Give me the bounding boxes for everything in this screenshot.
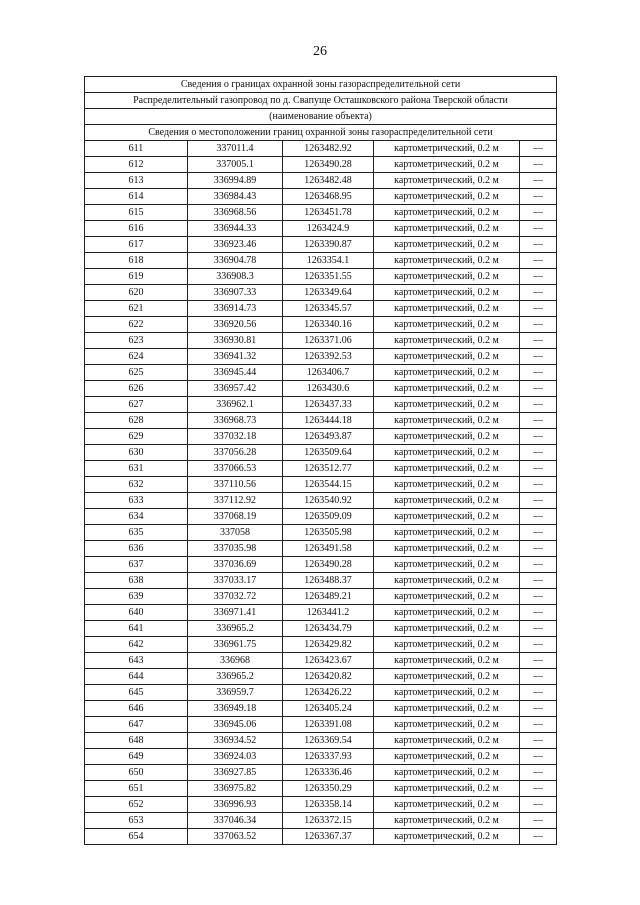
coord-x: 336957.42 (188, 381, 283, 397)
table-row (85, 269, 557, 285)
coord-x: 336962.1 (188, 397, 283, 413)
accuracy-note: — (520, 781, 557, 797)
coord-x: 336984.43 (188, 189, 283, 205)
coord-y: 1263429.82 (283, 637, 374, 653)
table-row (85, 349, 557, 365)
point-number: 617 (85, 237, 188, 253)
coord-x: 336965.2 (188, 621, 283, 637)
coord-y: 1263489.21 (283, 589, 374, 605)
coord-y: 1263426.22 (283, 685, 374, 701)
coord-x: 336959.7 (188, 685, 283, 701)
table-row (85, 301, 557, 317)
coord-x: 337011.4 (188, 141, 283, 157)
point-number: 648 (85, 733, 188, 749)
table-row (85, 525, 557, 541)
table-row (85, 189, 557, 205)
method: картометрический, 0.2 м (374, 333, 520, 349)
method: картометрический, 0.2 м (374, 557, 520, 573)
coord-x: 337063.52 (188, 829, 283, 845)
coordinates-table (84, 76, 557, 845)
point-number: 611 (85, 141, 188, 157)
point-number: 615 (85, 205, 188, 221)
coord-y: 1263350.29 (283, 781, 374, 797)
point-number: 619 (85, 269, 188, 285)
coord-y: 1263371.06 (283, 333, 374, 349)
coord-y: 1263441.2 (283, 605, 374, 621)
page-number: 26 (313, 44, 327, 59)
table-row (85, 317, 557, 333)
accuracy-note: — (520, 589, 557, 605)
table-row (85, 813, 557, 829)
point-number: 621 (85, 301, 188, 317)
coord-y: 1263451.78 (283, 205, 374, 221)
accuracy-note: — (520, 301, 557, 317)
point-number: 632 (85, 477, 188, 493)
method: картометрический, 0.2 м (374, 237, 520, 253)
point-number: 644 (85, 669, 188, 685)
coord-y: 1263337.93 (283, 749, 374, 765)
coord-y: 1263490.28 (283, 557, 374, 573)
method: картометрический, 0.2 м (374, 525, 520, 541)
coord-y: 1263434.79 (283, 621, 374, 637)
coord-x: 337032.72 (188, 589, 283, 605)
coord-y: 1263423.67 (283, 653, 374, 669)
table-row (85, 477, 557, 493)
method: картометрический, 0.2 м (374, 285, 520, 301)
point-number: 630 (85, 445, 188, 461)
point-number: 627 (85, 397, 188, 413)
coord-x: 336920.56 (188, 317, 283, 333)
table-row (85, 541, 557, 557)
coord-y: 1263367.37 (283, 829, 374, 845)
accuracy-note: — (520, 525, 557, 541)
coord-x: 336994.89 (188, 173, 283, 189)
table-title: Сведения о границах охранной зоны газораспределительной сети (85, 77, 557, 93)
coord-y: 1263420.82 (283, 669, 374, 685)
coord-y: 1263509.09 (283, 509, 374, 525)
accuracy-note: — (520, 461, 557, 477)
point-number: 612 (85, 157, 188, 173)
accuracy-note: — (520, 205, 557, 221)
table-row (85, 445, 557, 461)
table-row (85, 557, 557, 573)
point-number: 654 (85, 829, 188, 845)
table-row (85, 397, 557, 413)
point-number: 636 (85, 541, 188, 557)
coord-x: 336904.78 (188, 253, 283, 269)
method: картометрический, 0.2 м (374, 653, 520, 669)
coord-x: 337033.17 (188, 573, 283, 589)
method: картометрический, 0.2 м (374, 189, 520, 205)
accuracy-note: — (520, 333, 557, 349)
accuracy-note: — (520, 285, 557, 301)
method: картометрический, 0.2 м (374, 221, 520, 237)
coord-y: 1263424.9 (283, 221, 374, 237)
coord-x: 336923.46 (188, 237, 283, 253)
table-row (85, 253, 557, 269)
accuracy-note: — (520, 701, 557, 717)
point-number: 647 (85, 717, 188, 733)
point-number: 618 (85, 253, 188, 269)
coord-y: 1263505.98 (283, 525, 374, 541)
coord-y: 1263345.57 (283, 301, 374, 317)
table-row (85, 237, 557, 253)
coord-x: 336961.75 (188, 637, 283, 653)
table-row (85, 797, 557, 813)
accuracy-note: — (520, 509, 557, 525)
point-number: 616 (85, 221, 188, 237)
method: картометрический, 0.2 м (374, 205, 520, 221)
point-number: 652 (85, 797, 188, 813)
coord-x: 337046.34 (188, 813, 283, 829)
coord-y: 1263369.54 (283, 733, 374, 749)
accuracy-note: — (520, 653, 557, 669)
point-number: 641 (85, 621, 188, 637)
coord-x: 336996.93 (188, 797, 283, 813)
coord-y: 1263392.53 (283, 349, 374, 365)
table-row (85, 749, 557, 765)
method: картометрический, 0.2 м (374, 669, 520, 685)
table-row (85, 205, 557, 221)
method: картометрический, 0.2 м (374, 605, 520, 621)
accuracy-note: — (520, 621, 557, 637)
table-row (85, 493, 557, 509)
coord-x: 336927.85 (188, 765, 283, 781)
accuracy-note: — (520, 397, 557, 413)
table-row (85, 637, 557, 653)
point-number: 642 (85, 637, 188, 653)
coord-x: 336975.82 (188, 781, 283, 797)
method: картометрический, 0.2 м (374, 589, 520, 605)
method: картометрический, 0.2 м (374, 157, 520, 173)
method: картометрический, 0.2 м (374, 781, 520, 797)
point-number: 649 (85, 749, 188, 765)
coord-x: 337032.18 (188, 429, 283, 445)
table-row (85, 141, 557, 157)
point-number: 651 (85, 781, 188, 797)
table-row (85, 461, 557, 477)
method: картометрический, 0.2 м (374, 765, 520, 781)
accuracy-note: — (520, 253, 557, 269)
table-row (85, 365, 557, 381)
method: картометрический, 0.2 м (374, 349, 520, 365)
accuracy-note: — (520, 813, 557, 829)
coord-y: 1263354.1 (283, 253, 374, 269)
coord-y: 1263358.14 (283, 797, 374, 813)
point-number: 638 (85, 573, 188, 589)
coord-y: 1263336.46 (283, 765, 374, 781)
coord-x: 336971.41 (188, 605, 283, 621)
accuracy-note: — (520, 685, 557, 701)
point-number: 640 (85, 605, 188, 621)
coord-y: 1263482.92 (283, 141, 374, 157)
table-row (85, 717, 557, 733)
point-number: 626 (85, 381, 188, 397)
coord-x: 336949.18 (188, 701, 283, 717)
table-row (85, 621, 557, 637)
method: картометрический, 0.2 м (374, 493, 520, 509)
point-number: 650 (85, 765, 188, 781)
method: картометрический, 0.2 м (374, 397, 520, 413)
method: картометрический, 0.2 м (374, 701, 520, 717)
table-row (85, 381, 557, 397)
accuracy-note: — (520, 269, 557, 285)
method: картометрический, 0.2 м (374, 413, 520, 429)
coord-x: 336944.33 (188, 221, 283, 237)
accuracy-note: — (520, 221, 557, 237)
coord-x: 337058 (188, 525, 283, 541)
coord-x: 336968.56 (188, 205, 283, 221)
method: картометрический, 0.2 м (374, 477, 520, 493)
method: картометрический, 0.2 м (374, 813, 520, 829)
coord-x: 336945.44 (188, 365, 283, 381)
coord-y: 1263405.24 (283, 701, 374, 717)
method: картометрический, 0.2 м (374, 621, 520, 637)
method: картометрический, 0.2 м (374, 253, 520, 269)
coord-x: 336924.03 (188, 749, 283, 765)
object-name: Распределительный газопровод по д. Свапуще Осташковского района Тверской области (85, 93, 557, 109)
table-row (85, 333, 557, 349)
coord-y: 1263544.15 (283, 477, 374, 493)
coord-x: 337110.56 (188, 477, 283, 493)
coord-x: 337068.19 (188, 509, 283, 525)
accuracy-note: — (520, 605, 557, 621)
coord-x: 336968 (188, 653, 283, 669)
accuracy-note: — (520, 445, 557, 461)
point-number: 635 (85, 525, 188, 541)
method: картометрический, 0.2 м (374, 717, 520, 733)
coord-x: 336965.2 (188, 669, 283, 685)
table-row (85, 701, 557, 717)
accuracy-note: — (520, 573, 557, 589)
coord-y: 1263351.55 (283, 269, 374, 285)
accuracy-note: — (520, 477, 557, 493)
accuracy-note: — (520, 173, 557, 189)
method: картометрический, 0.2 м (374, 173, 520, 189)
point-number: 624 (85, 349, 188, 365)
coord-y: 1263482.48 (283, 173, 374, 189)
method: картометрический, 0.2 м (374, 637, 520, 653)
table-row (85, 829, 557, 845)
coord-y: 1263493.87 (283, 429, 374, 445)
point-number: 643 (85, 653, 188, 669)
coord-y: 1263390.87 (283, 237, 374, 253)
table-row (85, 157, 557, 173)
accuracy-note: — (520, 733, 557, 749)
table-row (85, 669, 557, 685)
method: картометрический, 0.2 м (374, 541, 520, 557)
method: картометрический, 0.2 м (374, 429, 520, 445)
coord-x: 337066.53 (188, 461, 283, 477)
method: картометрический, 0.2 м (374, 461, 520, 477)
accuracy-note: — (520, 365, 557, 381)
coord-y: 1263391.08 (283, 717, 374, 733)
table-row (85, 765, 557, 781)
accuracy-note: — (520, 381, 557, 397)
accuracy-note: — (520, 829, 557, 845)
coord-x: 337036.69 (188, 557, 283, 573)
table-row (85, 509, 557, 525)
accuracy-note: — (520, 429, 557, 445)
accuracy-note: — (520, 749, 557, 765)
point-number: 653 (85, 813, 188, 829)
method: картометрический, 0.2 м (374, 381, 520, 397)
point-number: 625 (85, 365, 188, 381)
accuracy-note: — (520, 637, 557, 653)
accuracy-note: — (520, 237, 557, 253)
point-number: 628 (85, 413, 188, 429)
table-row (85, 221, 557, 237)
accuracy-note: — (520, 189, 557, 205)
table-row (85, 589, 557, 605)
point-number: 614 (85, 189, 188, 205)
method: картометрический, 0.2 м (374, 573, 520, 589)
accuracy-note: — (520, 669, 557, 685)
coord-x: 337005.1 (188, 157, 283, 173)
accuracy-note: — (520, 141, 557, 157)
coord-x: 336934.52 (188, 733, 283, 749)
coord-x: 337056.28 (188, 445, 283, 461)
method: картометрический, 0.2 м (374, 797, 520, 813)
point-number: 622 (85, 317, 188, 333)
point-number: 639 (85, 589, 188, 605)
point-number: 646 (85, 701, 188, 717)
section-title: Сведения о местоположении границ охранной зоны газораспределительной сети (85, 125, 557, 141)
point-number: 623 (85, 333, 188, 349)
point-number: 634 (85, 509, 188, 525)
accuracy-note: — (520, 317, 557, 333)
method: картометрический, 0.2 м (374, 269, 520, 285)
table-row (85, 653, 557, 669)
method: картометрический, 0.2 м (374, 733, 520, 749)
accuracy-note: — (520, 349, 557, 365)
accuracy-note: — (520, 765, 557, 781)
point-number: 631 (85, 461, 188, 477)
method: картометрический, 0.2 м (374, 749, 520, 765)
accuracy-note: — (520, 717, 557, 733)
table-row (85, 605, 557, 621)
table-row (85, 573, 557, 589)
coord-x: 337035.98 (188, 541, 283, 557)
accuracy-note: — (520, 157, 557, 173)
method: картометрический, 0.2 м (374, 445, 520, 461)
coord-x: 336907.33 (188, 285, 283, 301)
coord-y: 1263437.33 (283, 397, 374, 413)
accuracy-note: — (520, 797, 557, 813)
table-row (85, 413, 557, 429)
method: картометрический, 0.2 м (374, 685, 520, 701)
coord-x: 336941.32 (188, 349, 283, 365)
coord-y: 1263488.37 (283, 573, 374, 589)
coord-y: 1263349.64 (283, 285, 374, 301)
coord-y: 1263372.15 (283, 813, 374, 829)
method: картометрический, 0.2 м (374, 141, 520, 157)
coord-y: 1263509.64 (283, 445, 374, 461)
coord-x: 336914.73 (188, 301, 283, 317)
coord-y: 1263468.95 (283, 189, 374, 205)
point-number: 620 (85, 285, 188, 301)
method: картометрический, 0.2 м (374, 317, 520, 333)
method: картометрический, 0.2 м (374, 829, 520, 845)
coord-x: 336945.06 (188, 717, 283, 733)
coord-x: 336968.73 (188, 413, 283, 429)
point-number: 633 (85, 493, 188, 509)
object-caption: (наименование объекта) (85, 109, 557, 125)
table-row (85, 685, 557, 701)
point-number: 629 (85, 429, 188, 445)
coord-y: 1263491.58 (283, 541, 374, 557)
coord-x: 336930.81 (188, 333, 283, 349)
accuracy-note: — (520, 493, 557, 509)
accuracy-note: — (520, 541, 557, 557)
table-row (85, 429, 557, 445)
accuracy-note: — (520, 413, 557, 429)
table-row (85, 173, 557, 189)
coord-y: 1263340.16 (283, 317, 374, 333)
table-row (85, 733, 557, 749)
point-number: 645 (85, 685, 188, 701)
point-number: 613 (85, 173, 188, 189)
coord-y: 1263444.18 (283, 413, 374, 429)
method: картометрический, 0.2 м (374, 301, 520, 317)
coord-y: 1263512.77 (283, 461, 374, 477)
coord-x: 337112.92 (188, 493, 283, 509)
coord-y: 1263430.6 (283, 381, 374, 397)
coord-x: 336908.3 (188, 269, 283, 285)
coord-y: 1263540.92 (283, 493, 374, 509)
method: картометрический, 0.2 м (374, 365, 520, 381)
method: картометрический, 0.2 м (374, 509, 520, 525)
coord-y: 1263490.28 (283, 157, 374, 173)
accuracy-note: — (520, 557, 557, 573)
table-row (85, 285, 557, 301)
table-row (85, 781, 557, 797)
point-number: 637 (85, 557, 188, 573)
coord-y: 1263406.7 (283, 365, 374, 381)
